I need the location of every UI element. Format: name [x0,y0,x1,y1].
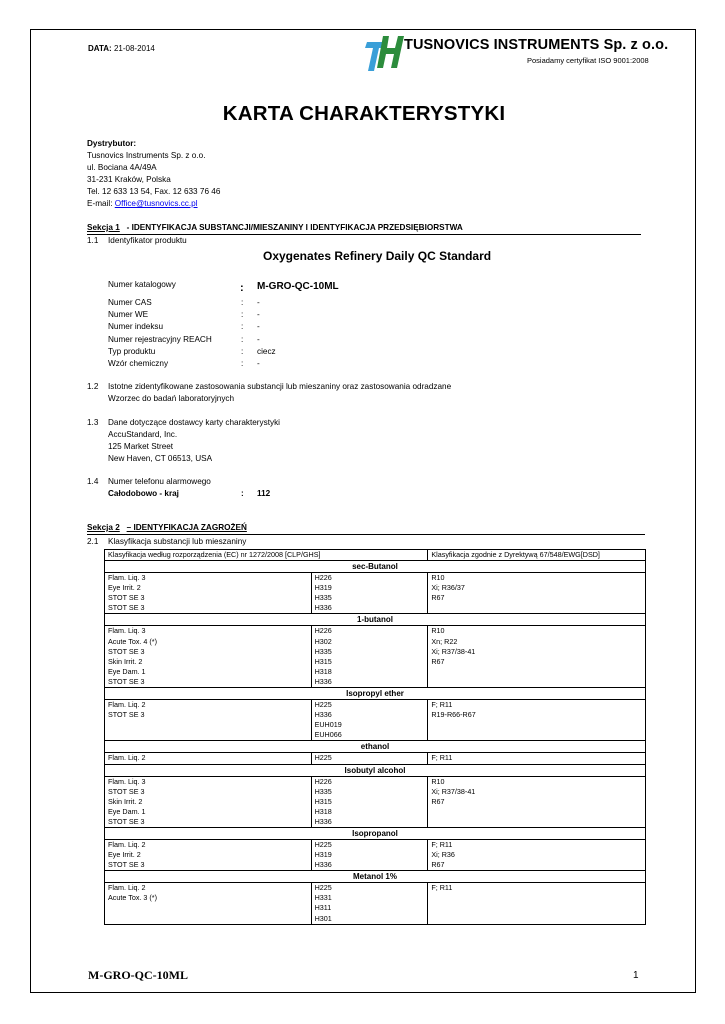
footer-product-code: M-GRO-QC-10ML [88,968,188,982]
hazard-class-cell: Eye Dam. 1 [105,807,312,817]
hazard-statement-cell: H336 [311,710,428,720]
hazard-statement-cell: EUH066 [311,730,428,741]
hazard-class-cell: Skin Irrit. 2 [105,797,312,807]
hazard-class-cell: Eye Dam. 1 [105,667,312,677]
hazard-class-cell [105,720,312,730]
dsd-class-cell: R67 [428,797,646,807]
hazard-class-cell: STOT SE 3 [105,603,312,614]
substance-header-row [105,871,646,883]
dsd-class-cell: R67 [428,657,646,667]
section-1-2-number: 1.2 [87,382,99,391]
hazard-statement-cell: H302 [311,637,428,647]
hazard-class-cell: STOT SE 3 [105,647,312,657]
hazard-class-cell: STOT SE 3 [105,860,312,871]
field-colon: : [241,322,244,331]
dsd-class-cell [428,677,646,688]
column-header-dsd: Klasyfikacja zgodnie z Dyrektywą 67/548/EWG[DSD] [428,550,646,561]
hazard-statement-cell: H318 [311,807,428,817]
hazard-class-cell [105,730,312,741]
section-2-divider [87,534,645,535]
field-value: - [257,322,260,331]
hazard-class-cell: Eye Irrit. 2 [105,583,312,593]
table-row [105,753,646,764]
field-colon: : [241,335,244,344]
substance-name: Isopropanol [105,827,646,839]
distributor-label: Dystrybutor: [87,139,137,148]
dsd-class-cell: Xi; R37/38-41 [428,787,646,797]
hazard-class-cell [105,914,312,925]
hazard-statement-cell: H226 [311,573,428,584]
hazard-statement-cell: EUH019 [311,720,428,730]
table-row [105,883,646,894]
document-title: KARTA CHARAKTERYSTYKI [222,102,506,125]
hazard-statement-cell: H315 [311,797,428,807]
product-name: Oxygenates Refinery Daily QC Standard [263,249,492,263]
substance-header-row [105,741,646,753]
table-row [105,710,646,720]
dsd-class-cell: F; R11 [428,700,646,711]
section-2-1-label: Klasyfikacja substancji lub mieszaniny [108,537,247,546]
hazard-statement-cell: H225 [311,753,428,764]
dsd-class-cell: R10 [428,626,646,637]
hazard-class-cell: Acute Tox. 4 (*) [105,637,312,647]
hazard-class-cell: Flam. Liq. 2 [105,753,312,764]
hazard-statement-cell: H319 [311,583,428,593]
hazard-class-cell: Flam. Liq. 2 [105,839,312,850]
hazard-class-cell: Flam. Liq. 3 [105,626,312,637]
dsd-class-cell: R67 [428,860,646,871]
dsd-class-cell: R10 [428,573,646,584]
table-row [105,807,646,817]
hazard-statement-cell: H336 [311,817,428,828]
dsd-class-cell [428,603,646,614]
hazard-statement-cell: H335 [311,647,428,657]
hazard-statement-cell: H225 [311,700,428,711]
field-value: ciecz [257,347,276,356]
hazard-class-cell: Acute Tox. 3 (*) [105,893,312,903]
table-row [105,893,646,903]
table-row [105,603,646,614]
substance-header-row [105,688,646,700]
dsd-class-cell: R67 [428,593,646,603]
hazard-statement-cell: H336 [311,677,428,688]
dsd-class-cell [428,914,646,925]
emergency-colon: : [241,489,244,498]
hazard-statement-cell: H226 [311,626,428,637]
section-1-3-line: Dane dotyczące dostawcy karty charakterystyki [108,418,281,427]
dsd-class-cell: Xn; R22 [428,637,646,647]
field-colon: : [241,347,244,356]
distributor-line: Tel. 12 633 13 54, Fax. 12 633 76 46 [87,187,221,196]
distributor-line: ul. Bociana 4A/49A [87,163,157,172]
section-1-3-line: New Haven, CT 06513, USA [108,454,213,463]
iso-certificate: Posiadamy certyfikat ISO 9001:2008 [527,56,649,65]
hazard-class-cell: STOT SE 3 [105,593,312,603]
field-colon: : [241,310,244,319]
catalog-colon: : [240,282,244,294]
hazard-statement-cell: H315 [311,657,428,667]
table-row [105,647,646,657]
hazard-statement-cell: H301 [311,914,428,925]
column-header-clp: Klasyfikacja według rozporządzenia (EC) nr 1272/2008 [CLP/GHS] [105,550,428,561]
section-2-1-number: 2.1 [87,537,99,546]
table-row [105,667,646,677]
table-row [105,730,646,741]
section-2-heading: Sekcja 2 – IDENTYFIKACJA ZAGROŻEŃ [87,523,247,532]
table-row [105,593,646,603]
substance-name: Isobutyl alcohol [105,764,646,776]
classification-table [104,549,646,925]
section-1-2-line: Wzorzec do badań laboratoryjnych [108,394,235,403]
distributor-line: 31-231 Kraków, Polska [87,175,171,184]
section-1-1-label: Identyfikator produktu [108,236,187,245]
hazard-statement-cell: H311 [311,903,428,913]
section-1-3-number: 1.3 [87,418,99,427]
hazard-class-cell: STOT SE 3 [105,677,312,688]
dsd-class-cell [428,817,646,828]
field-label: Numer rejestracyjny REACH [108,335,212,344]
hazard-statement-cell: H225 [311,839,428,850]
substance-header-row [105,561,646,573]
table-row [105,850,646,860]
section-1-4-number: 1.4 [87,477,99,486]
hazard-statement-cell: H225 [311,883,428,894]
field-value: - [257,310,260,319]
field-label: Numer CAS [108,298,152,307]
field-colon: : [241,359,244,368]
dsd-class-cell [428,720,646,730]
hazard-class-cell: Flam. Liq. 2 [105,700,312,711]
catalog-number-label: Numer katalogowy [108,280,176,289]
table-row [105,626,646,637]
dsd-class-cell: Xi; R37/38-41 [428,647,646,657]
field-value: - [257,335,260,344]
section-1-3-line: AccuStandard, Inc. [108,430,178,439]
company-logo-icon [365,34,405,72]
field-label: Numer WE [108,310,149,319]
distributor-block [87,138,220,210]
dsd-class-cell: F; R11 [428,883,646,894]
hazard-statement-cell: H319 [311,850,428,860]
dsd-class-cell: R19-R66-R67 [428,710,646,720]
dsd-class-cell: Xi; R36 [428,850,646,860]
table-row [105,720,646,730]
hazard-class-cell: Skin Irrit. 2 [105,657,312,667]
page-number: 1 [633,970,639,981]
table-header-row [105,550,646,561]
catalog-number-value: M-GRO-QC-10ML [257,281,339,292]
table-row [105,839,646,850]
table-row [105,583,646,593]
table-row [105,797,646,807]
hazard-class-cell: STOT SE 3 [105,710,312,720]
substance-header-row [105,764,646,776]
table-row [105,776,646,787]
section-1-1-number: 1.1 [87,236,99,245]
dsd-class-cell: R10 [428,776,646,787]
section-1-3-line: 125 Market Street [108,442,174,451]
hazard-class-cell [105,903,312,913]
dsd-class-cell [428,667,646,677]
substance-name: Isopropyl ether [105,688,646,700]
section-1-2-line: Istotne zidentyfikowane zastosowania substancji lub mieszaniny oraz zastosowania odradzane [108,382,452,391]
hazard-class-cell: Eye Irrit. 2 [105,850,312,860]
section-1-heading: Sekcja 1 - IDENTYFIKACJA SUBSTANCJI/MIESZANINY I IDENTYFIKACJA PRZEDSIĘBIORSTWA [87,223,463,232]
dsd-class-cell: F; R11 [428,753,646,764]
dsd-class-cell: F; R11 [428,839,646,850]
table-row [105,700,646,711]
distributor-email-line: E-mail: Office@tusnovics.cc.pl [87,199,198,208]
substance-header-row [105,614,646,626]
field-colon: : [241,298,244,307]
table-row [105,573,646,584]
table-row [105,657,646,667]
document-page [30,29,696,993]
table-row [105,637,646,647]
field-label: Wzór chemiczny [108,359,169,368]
hazard-statement-cell: H226 [311,776,428,787]
hazard-class-cell: Flam. Liq. 2 [105,883,312,894]
dsd-class-cell [428,903,646,913]
field-value: - [257,359,260,368]
field-label: Numer indeksu [108,322,164,331]
dsd-class-cell: Xi; R36/37 [428,583,646,593]
dsd-class-cell [428,893,646,903]
hazard-class-cell: Flam. Liq. 3 [105,776,312,787]
section-1-4-label: Numer telefonu alarmowego [108,477,211,486]
hazard-statement-cell: H336 [311,603,428,614]
field-value: - [257,298,260,307]
hazard-class-cell: STOT SE 3 [105,787,312,797]
company-name: TUSNOVICS INSTRUMENTS Sp. z o.o. [404,37,669,53]
email-link[interactable]: Office@tusnovics.cc.pl [114,199,198,208]
substance-name: Metanol 1% [105,871,646,883]
table-row [105,914,646,925]
substance-header-row [105,827,646,839]
table-row [105,787,646,797]
table-row [105,860,646,871]
hazard-statement-cell: H335 [311,593,428,603]
table-row [105,817,646,828]
hazard-class-cell: Flam. Liq. 3 [105,573,312,584]
field-label: Typ produktu [108,347,156,356]
substance-name: sec-Butanol [105,561,646,573]
substance-name: 1-butanol [105,614,646,626]
hazard-statement-cell: H318 [311,667,428,677]
hazard-statement-cell: H331 [311,893,428,903]
dsd-class-cell [428,807,646,817]
document-date: DATA: 21-08-2014 [88,44,155,53]
hazard-statement-cell: H335 [311,787,428,797]
hazard-statement-cell: H336 [311,860,428,871]
substance-name: ethanol [105,741,646,753]
dsd-class-cell [428,730,646,741]
emergency-key: Całodobowo - kraj [108,489,179,498]
hazard-class-cell: STOT SE 3 [105,817,312,828]
emergency-number: 112 [257,489,271,498]
table-row [105,903,646,913]
table-row [105,677,646,688]
distributor-line: Tusnovics Instruments Sp. z o.o. [87,151,206,160]
